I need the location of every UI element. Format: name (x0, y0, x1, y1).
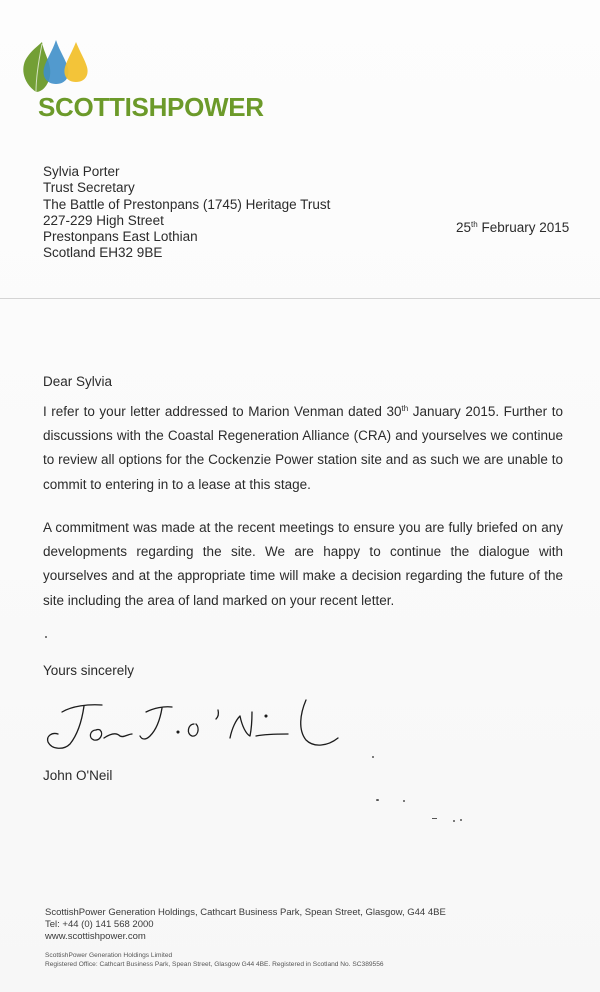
scan-speck (432, 818, 437, 819)
scan-speck (403, 800, 405, 802)
scan-speck (453, 820, 455, 822)
paragraph-line: commit to entering in to a lease at this stage. (43, 476, 311, 492)
paragraph-line: developments regarding the site. We are happy to continue the dialogue with (43, 544, 563, 560)
leaf-droplets-icon (18, 38, 90, 94)
date-suffix: th (471, 220, 478, 229)
footer-registered-office: Registered Office: Cathcart Business Park, Spean Street, Glasgow G44 4BE. Registered in Scotland No. SC389556 (45, 960, 384, 968)
paragraph-line: yourselves and at the appropriate time will make a decision regarding the future of the (43, 568, 563, 584)
footer-legal-name: ScottishPower Generation Holdings Limited (45, 952, 173, 959)
scan-speck (376, 799, 379, 801)
scan-speck (45, 636, 47, 638)
recipient-street: 227-229 High Street (43, 212, 164, 228)
recipient-name: Sylvia Porter (43, 164, 120, 179)
paragraph-line: A commitment was made at the recent meetings to ensure you are fully briefed on any (43, 520, 563, 535)
handwritten-signature (44, 694, 344, 758)
paragraph-line: discussions with the Coastal Regeneration Alliance (CRA) and yourselves we continue (43, 428, 563, 444)
letter-date (456, 220, 569, 235)
paragraph-line: site including the area of land marked on your recent letter. (43, 592, 395, 608)
scottishpower-logo (18, 38, 288, 126)
scan-speck (372, 756, 374, 758)
footer-website: www.scottishpower.com (45, 930, 146, 942)
recipient-address (43, 164, 330, 262)
paragraph-line (43, 400, 563, 424)
body-paragraph-1 (43, 400, 563, 497)
text-segment: I refer to your letter addressed to Marion Venman dated 30 (43, 404, 402, 419)
recipient-title: Trust Secretary (43, 180, 135, 196)
recipient-organisation: The Battle of Prestonpans (1745) Heritage Trust (43, 196, 331, 212)
footer-company-address: ScottishPower Generation Holdings, Cathcart Business Park, Spean Street, Glasgow, G44 4BE (45, 907, 446, 918)
fold-line (0, 298, 600, 299)
footer-contact (45, 907, 446, 942)
brand-wordmark: SCOTTISHPOWER (38, 92, 264, 122)
date-month-year: February 2015 (477, 220, 570, 235)
footer-telephone: Tel: +44 (0) 141 568 2000 (45, 918, 154, 930)
closing: Yours sincerely (43, 663, 135, 678)
date-day: 25 (456, 220, 472, 235)
signatory-name: John O'Neil (43, 768, 113, 783)
text-segment: January 2015. Further to (408, 404, 563, 419)
scan-speck (460, 819, 462, 821)
footer-legal (45, 952, 384, 969)
superscript: th (401, 404, 409, 413)
salutation: Dear Sylvia (43, 374, 113, 389)
body-paragraph-2 (43, 516, 563, 613)
paragraph-line: to review all options for the Cockenzie Power station site and as such we are unable to (43, 452, 563, 468)
recipient-postcode: Scotland EH32 9BE (43, 245, 163, 261)
recipient-town: Prestonpans East Lothian (43, 229, 198, 245)
